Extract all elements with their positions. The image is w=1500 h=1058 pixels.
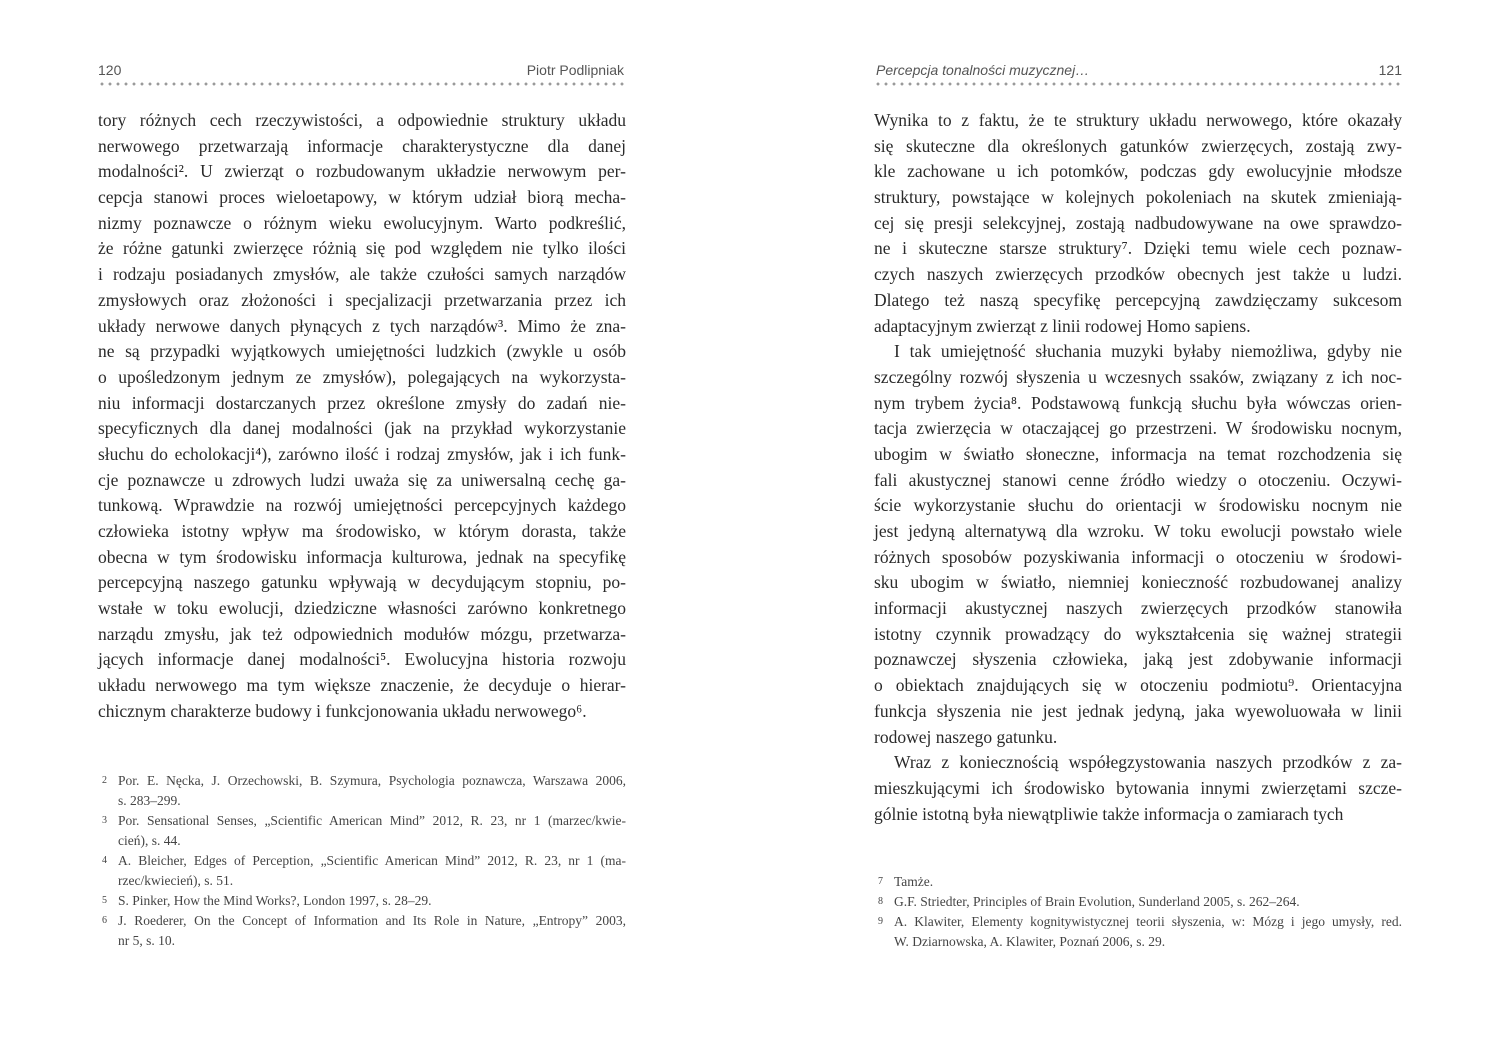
- text-line: ne są przypadki wyjątkowych umiejętności ludzkich (zwykle u osób: [98, 341, 626, 362]
- text-line: cje poznawcze u zdrowych ludzi uważa się za uniwersalną cechę ga-: [98, 469, 626, 490]
- right-footnotes: [874, 872, 1402, 952]
- footnote-line: [874, 912, 1402, 932]
- text-line: specyficznych dla danej modalności (jak na przykład wykorzystanie: [98, 418, 626, 439]
- text-line: szczególny rozwój słyszenia u wczesnych ssaków, związany z ich noc-: [874, 366, 1402, 387]
- right-body-text: [874, 108, 1402, 827]
- footnote-text: Tamże.: [894, 874, 934, 889]
- footnote-text: A. Bleicher, Edges of Perception, „Scientific American Mind” 2012, R. 23, nr 1 (ma-: [118, 853, 626, 868]
- text-line: sku ubogim w światło, niemniej konieczność rozbudowanej analizy: [874, 572, 1402, 593]
- footnote-number: 4: [102, 855, 107, 866]
- text-line: jących informacje danej modalności⁵. Ewolucyjna historia rozwoju: [98, 649, 626, 670]
- left-page-header: [98, 62, 626, 84]
- text-line: struktury, powstające w kolejnych pokoleniach na skutek zmieniają-: [874, 187, 1402, 208]
- footnote-line: [98, 891, 626, 911]
- text-line: cepcja stanowi proces wieloetapowy, w którym udział biorą mecha-: [98, 187, 626, 208]
- right-page-header: [874, 62, 1402, 84]
- text-line: rodowej naszego gatunku.: [874, 726, 1058, 747]
- footnote-line: [874, 892, 1402, 912]
- text-line: kle zachowane u ich potomków, podczas gdy ewolucyjnie młodsze: [874, 161, 1402, 182]
- text-line: cej się presji selekcyjnej, zostają nadbudowywane na owe sprawdzo-: [874, 212, 1402, 233]
- text-line: się skuteczne dla określonych gatunków zwierzęcych, zostają zwy-: [874, 135, 1402, 156]
- footnote-text: G.F. Striedter, Principles of Brain Evolution, Sunderland 2005, s. 262–264.: [894, 894, 1300, 909]
- text-line: wstałe w toku ewolucji, dziedziczne własności zarówno konkretnego: [98, 598, 626, 619]
- page-number: 121: [1378, 62, 1402, 78]
- text-line: modalności². U zwierząt o rozbudowanym układzie nerwowym per-: [98, 161, 626, 182]
- left-footnotes: [98, 771, 626, 951]
- text-line: Wynika to z faktu, że te struktury układu nerwowego, które okazały: [874, 110, 1402, 130]
- footnote-text: s. 283–299.: [118, 793, 181, 808]
- text-line: I tak umiejętność słuchania muzyki byłaby niemożliwa, gdyby nie: [894, 341, 1402, 362]
- text-line: Wraz z koniecznością współegzystowania naszych przodków z za-: [894, 752, 1402, 773]
- header-rule: [874, 82, 1402, 86]
- text-line: tacja zwierzęcia w otaczającej go przestrzeni. W środowisku nocnym,: [874, 418, 1402, 439]
- text-line: funkcja słyszenia nie jest jednak jedyną, jaka wyewoluowała w linii: [874, 700, 1402, 721]
- text-line: nerwowego przetwarzają informacje charakterystyczne dla danej: [98, 135, 626, 156]
- footnote-text: Por. E. Nęcka, J. Orzechowski, B. Szymura, Psychologia poznawcza, Warszawa 2006,: [118, 773, 626, 788]
- text-line: informacji akustycznej naszych zwierzęcych przodków stanowiła: [874, 598, 1402, 619]
- text-line: fali akustycznej stanowi cenne źródło wiedzy o otoczeniu. Oczywi-: [874, 469, 1402, 490]
- text-line: nizmy poznawcze o różnym wieku ewolucyjnym. Warto podkreślić,: [98, 212, 626, 233]
- text-line: ubogim w światło słoneczne, informacja na temat rozchodzenia się: [874, 443, 1402, 464]
- text-line: obecna w tym środowisku informacja kulturowa, jednak na specyfikę: [98, 546, 626, 567]
- footnote-text: cień), s. 44.: [118, 833, 181, 848]
- running-head: Piotr Podlipniak: [526, 62, 624, 78]
- text-line: ne i skuteczne starsze struktury⁷. Dzięki temu wiele cech poznaw-: [874, 238, 1402, 259]
- text-line: czych naszych zwierzęcych przodków obecnych jest także u ludzi.: [874, 264, 1402, 285]
- left-body-text: [98, 108, 626, 725]
- text-line: Dlatego też naszą specyfikę percepcyjną zawdzięczamy sukcesom: [874, 289, 1402, 310]
- text-line: człowieka istotny wpływ ma środowisko, w którym dorasta, także: [98, 521, 626, 541]
- text-line: istotny czynnik prowadzący do wykształcenia się ważnej strategii: [874, 623, 1402, 644]
- text-line: układu nerwowego ma tym większe znaczenie, że decyduje o hierar-: [98, 675, 626, 696]
- page-number: 120: [98, 62, 122, 78]
- footnote-text: A. Klawiter, Elementy kognitywistycznej teorii słyszenia, w: Mózg i jego umysły, red.: [894, 914, 1402, 929]
- footnote-text: rzec/kwiecień), s. 51.: [118, 873, 234, 888]
- text-line: że różne gatunki zwierzęce różnią się pod względem nie tylko ilości: [98, 238, 626, 259]
- text-line: tunkową. Wprawdzie na rozwój umiejętności percepcyjnych każdego: [98, 495, 626, 516]
- footnote-text: S. Pinker, How the Mind Works?, London 1997, s. 28–29.: [118, 893, 432, 908]
- text-line: nym trybem życia⁸. Podstawową funkcją słuchu była wówczas orien-: [874, 392, 1402, 413]
- footnote-line: [98, 831, 626, 851]
- footnote-text: J. Roederer, On the Concept of Information and Its Role in Nature, „Entropy” 2003,: [118, 913, 626, 928]
- running-head: Percepcja tonalności muzycznej…: [876, 62, 1090, 78]
- text-line: percepcyjną naszego gatunku wpływają w decydującym stopniu, po-: [98, 572, 626, 593]
- footnote-line: [98, 911, 626, 931]
- text-line: i rodzaju posiadanych zmysłów, ale także czułości samych narządów: [98, 264, 626, 285]
- text-line: słuchu do echolokacji⁴), zarówno ilość i rodzaj zmysłów, jak i ich funk-: [98, 443, 626, 464]
- footnote-line: [98, 771, 626, 791]
- footnote-line: [98, 871, 626, 891]
- footnote-number: 8: [878, 896, 883, 907]
- footnote-line: [874, 932, 1402, 952]
- text-line: układy nerwowe danych płynących z tych narządów³. Mimo że zna-: [98, 315, 626, 336]
- footnote-line: [98, 931, 626, 951]
- text-line: o upośledzonym jednym ze zmysłów), polegających na wykorzysta-: [98, 366, 626, 387]
- text-line: narządu zmysłu, jak też odpowiednich modułów mózgu, przetwarza-: [98, 623, 626, 644]
- footnote-text: Por. Sensational Senses, „Scientific American Mind” 2012, R. 23, nr 1 (marzec/kwie-: [118, 813, 626, 828]
- text-line: adaptacyjnym zwierząt z linii rodowej Homo sapiens.: [874, 315, 1251, 336]
- header-rule: [98, 82, 626, 86]
- footnote-line: [98, 811, 626, 831]
- text-line: poznawczej słyszenia człowieka, jaką jest zdobywanie informacji: [874, 649, 1402, 670]
- footnote-number: 5: [102, 895, 107, 906]
- text-line: niu informacji dostarczanych przez określone zmysły do zadań nie-: [98, 392, 626, 413]
- text-line: tory różnych cech rzeczywistości, a odpowiednie struktury układu: [98, 110, 626, 130]
- text-line: gólnie istotną była niewątpliwie także informacja o zamiarach tych: [874, 803, 1344, 824]
- text-line: zmysłowych oraz złożoności i specjalizacji przetwarzania przez ich: [98, 289, 626, 310]
- text-line: ście wykorzystanie słuchu do orientacji w środowisku nocnym nie: [874, 495, 1402, 516]
- text-line: o obiektach znajdujących się w otoczeniu podmiotu⁹. Orientacyjna: [874, 675, 1402, 696]
- text-line: mieszkującymi ich środowisko bytowania innymi zwierzętami szcze-: [874, 777, 1402, 798]
- footnote-line: [98, 791, 626, 811]
- text-line: różnych sposobów pozyskiwania informacji o otoczeniu w środowi-: [874, 546, 1402, 567]
- text-line: jest jedyną alternatywą dla wzroku. W toku ewolucji powstało wiele: [874, 521, 1402, 541]
- footnote-number: 6: [102, 915, 107, 926]
- footnote-line: [98, 851, 626, 871]
- footnote-number: 2: [102, 775, 107, 786]
- text-line: chicznym charakterze budowy i funkcjonowania układu nerwowego⁶.: [98, 700, 587, 721]
- footnote-number: 3: [102, 815, 107, 826]
- footnote-number: 7: [878, 876, 883, 887]
- footnote-number: 9: [878, 916, 883, 927]
- footnote-text: W. Dziarnowska, A. Klawiter, Poznań 2006, s. 29.: [894, 934, 1166, 949]
- footnote-line: [874, 872, 1402, 892]
- footnote-text: nr 5, s. 10.: [118, 933, 175, 948]
